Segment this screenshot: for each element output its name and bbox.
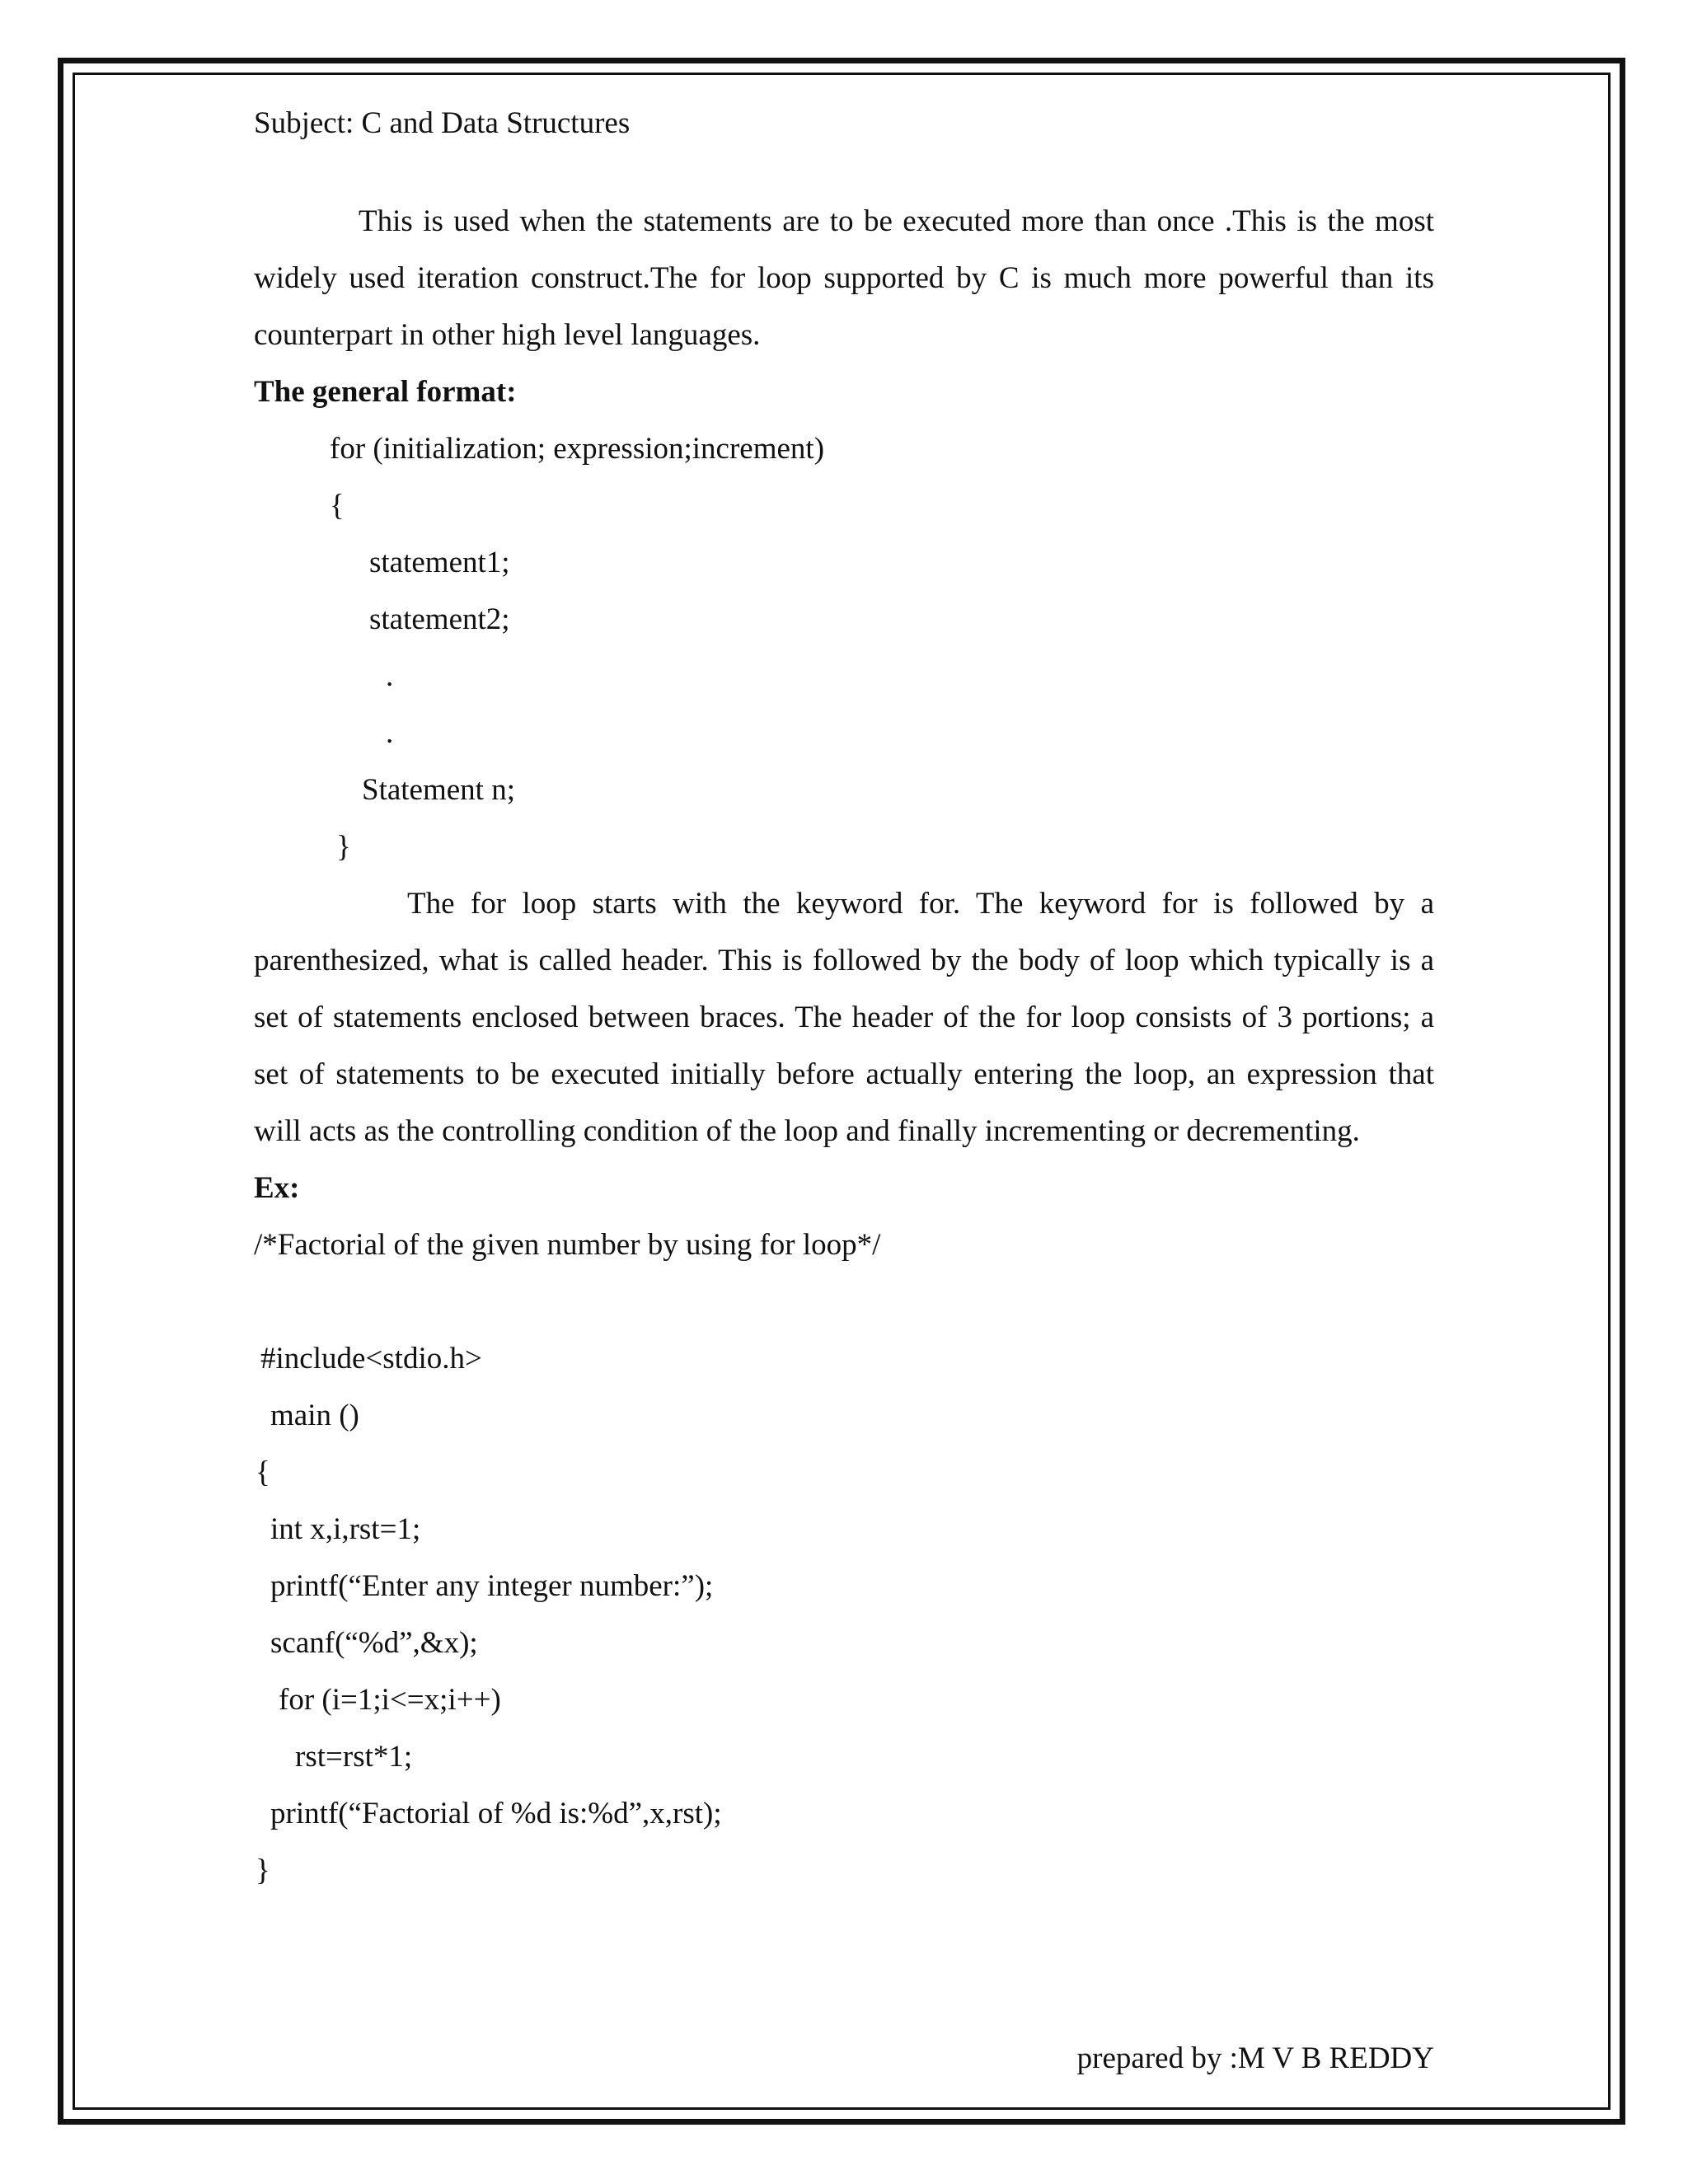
format-line: for (initialization; expression;increment) xyxy=(330,432,825,466)
description-paragraph xyxy=(254,875,1434,1160)
format-line: } xyxy=(336,830,351,864)
format-line: . xyxy=(386,659,394,693)
format-line: Statement n; xyxy=(362,773,515,807)
format-line: statement2; xyxy=(369,602,510,636)
intro-text: This is used when the statements are to be executed more than once .This is the most widely used iteration construct.The for loop supported by C is much more powerful than its counterpart in other high level languages. xyxy=(254,204,1434,352)
code-line: int x,i,rst=1; xyxy=(270,1512,421,1546)
code-line: printf(“Enter any integer number:”); xyxy=(270,1569,714,1603)
format-line: { xyxy=(330,489,345,523)
code-line: } xyxy=(256,1854,270,1887)
code-line: { xyxy=(256,1455,270,1489)
code-line: rst=rst*1; xyxy=(295,1740,413,1774)
format-line: statement1; xyxy=(369,546,510,579)
code-line: #include<stdio.h> xyxy=(260,1342,482,1376)
general-format-code xyxy=(254,420,1434,875)
example-code xyxy=(254,1330,1434,1899)
prepared-by-footer: prepared by :M V B REDDY xyxy=(1076,2041,1434,2075)
document-body xyxy=(254,95,1434,1899)
example-heading: Ex: xyxy=(254,1171,300,1205)
spacer xyxy=(254,152,1434,193)
intro-paragraph xyxy=(254,193,1434,363)
subject-header: Subject: C and Data Structures xyxy=(254,106,631,140)
description-text: The for loop starts with the keyword for. The keyword for is followed by a parenthesized, what is called header. This is followed by the body of loop which typically is a set of statements enclosed between braces. The header of the for loop consists of 3 portions; a set of statements to be executed initially before actually entering the loop, an expression that will acts as the controlling condition of the loop and finally incrementing or decrementing. xyxy=(254,887,1434,1148)
spacer xyxy=(254,1273,1434,1330)
code-line: main () xyxy=(270,1399,359,1432)
code-line: printf(“Factorial of %d is:%d”,x,rst); xyxy=(270,1797,722,1830)
format-line: . xyxy=(386,716,394,750)
example-comment: /*Factorial of the given number by using for loop*/ xyxy=(254,1228,881,1262)
code-line: scanf(“%d”,&x); xyxy=(270,1626,478,1660)
code-line: for (i=1;i<=x;i++) xyxy=(279,1683,501,1717)
general-format-heading: The general format: xyxy=(254,375,517,409)
